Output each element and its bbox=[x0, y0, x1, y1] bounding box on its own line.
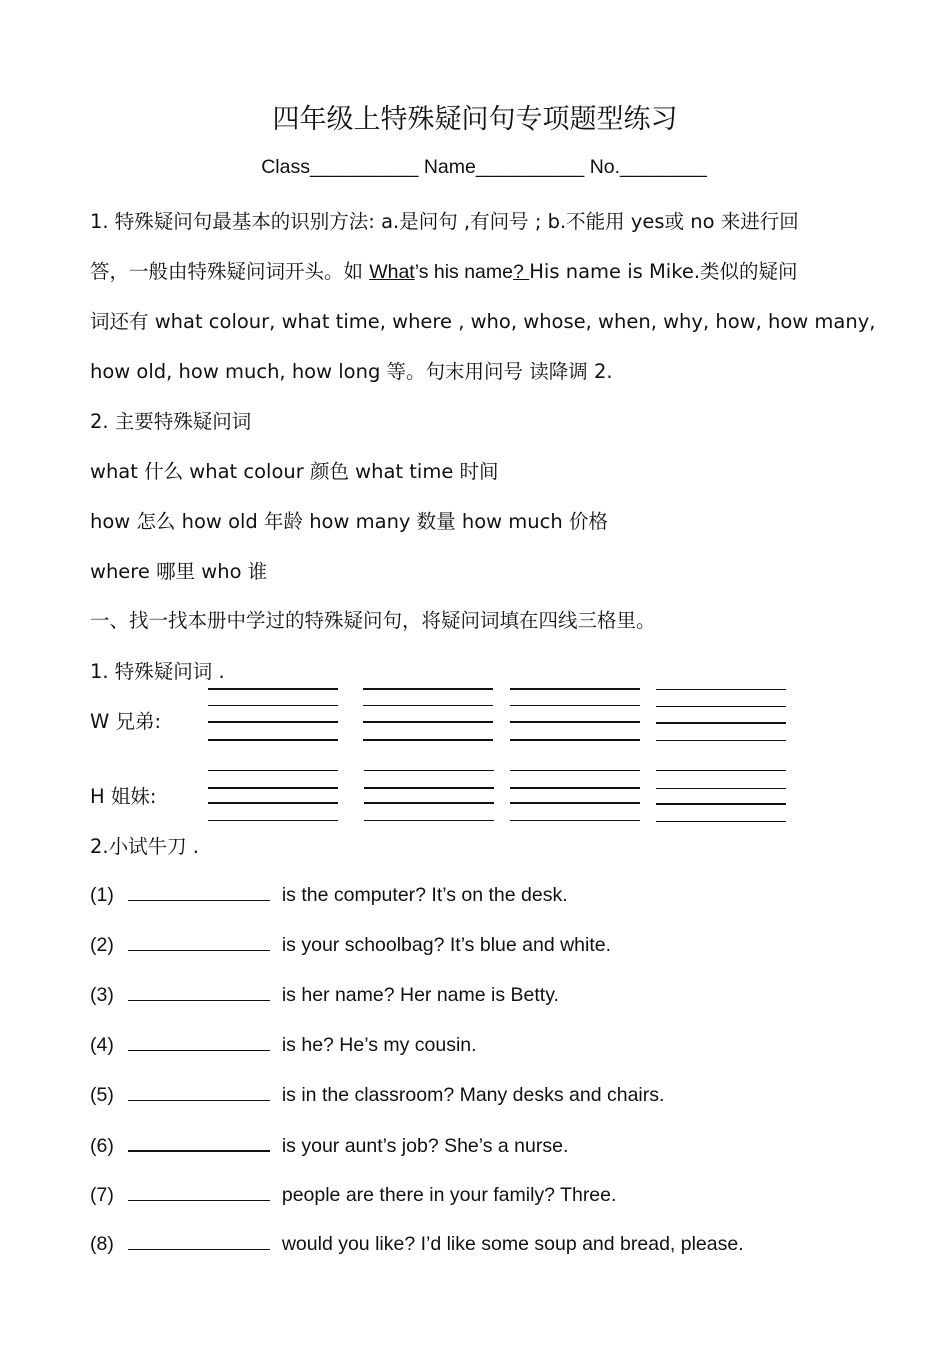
exercise-row bbox=[90, 1229, 744, 1256]
exercise-row bbox=[90, 1030, 477, 1057]
answer-blank-7[interactable] bbox=[128, 1180, 270, 1201]
answer-blank-1[interactable] bbox=[128, 880, 270, 901]
question-words-row-2: how 怎么 how old 年龄 how many 数量 how much 价格 bbox=[90, 510, 608, 533]
intro-line-4: how old, how much, how long 等。句末用问号 读降调 2. bbox=[90, 360, 613, 383]
exercise-text: people are there in your family? Three. bbox=[281, 1184, 617, 1206]
exercise-number: (1) bbox=[90, 884, 114, 906]
example-what: What bbox=[369, 261, 415, 283]
exercise-text: is her name? Her name is Betty. bbox=[281, 984, 559, 1006]
intro-line-3: 词还有 what colour, what time, where , who, whose, when, why, how, how many, bbox=[90, 310, 876, 333]
question-words-row-3: where 哪里 who 谁 bbox=[90, 560, 268, 583]
exercise-text: is the computer? It’s on the desk. bbox=[281, 884, 568, 906]
exercise-row bbox=[90, 1080, 664, 1107]
exercise-text: is your schoolbag? It’s blue and white. bbox=[281, 934, 612, 956]
question-words-row-1: what 什么 what colour 颜色 what time 时间 bbox=[90, 460, 499, 483]
answer-blank-4[interactable] bbox=[128, 1030, 270, 1051]
example-question-mark: ? bbox=[513, 261, 530, 283]
section-2-title: 2. 主要特殊疑问词 bbox=[90, 410, 252, 433]
exercise-text: is your aunt’s job? She’s a nurse. bbox=[281, 1135, 569, 1157]
page-title: 四年级上特殊疑问句专项题型练习 bbox=[272, 104, 678, 135]
exercise-number: (5) bbox=[90, 1084, 114, 1106]
answer-blank-5[interactable] bbox=[128, 1080, 270, 1101]
exercise-row bbox=[90, 1180, 616, 1207]
exercise-number: (3) bbox=[90, 984, 114, 1006]
exercise-number: (8) bbox=[90, 1233, 114, 1255]
exercise-text: is in the classroom? Many desks and chairs. bbox=[281, 1084, 665, 1106]
student-info-line: Class__________ Name__________ No.________ bbox=[261, 156, 707, 178]
intro-line-2-text: 答，一般由特殊疑问词开头。如 bbox=[90, 260, 370, 283]
exercise-number: (2) bbox=[90, 934, 114, 956]
example-answer: His name is Mike.类似的疑问 bbox=[529, 260, 798, 283]
part-1-subtitle: 1. 特殊疑问词 . bbox=[90, 660, 225, 683]
exercise-row bbox=[90, 880, 568, 907]
intro-line-1: 1. 特殊疑问句最基本的识别方法: a.是问句 ,有问号 ; b.不能用 yes或 no 来进行回 bbox=[90, 210, 799, 233]
answer-blank-2[interactable] bbox=[128, 930, 270, 951]
exercise-row bbox=[90, 1130, 568, 1158]
example-question: ’s his name bbox=[414, 261, 513, 283]
exercise-text: is he? He’s my cousin. bbox=[281, 1034, 477, 1056]
label-w: W 兄弟: bbox=[90, 710, 162, 733]
exercise-number: (7) bbox=[90, 1184, 114, 1206]
exercise-number: (4) bbox=[90, 1034, 114, 1056]
exercise-row bbox=[90, 930, 611, 957]
answer-blank-3[interactable] bbox=[128, 980, 270, 1001]
label-h: H 姐妹: bbox=[90, 785, 157, 808]
intro-line-2 bbox=[90, 256, 798, 284]
answer-blank-8[interactable] bbox=[128, 1229, 270, 1250]
answer-blank-6[interactable] bbox=[128, 1130, 270, 1152]
part-2-title: 2.小试牛刀 . bbox=[90, 835, 200, 858]
exercise-text: would you like? I’d like some soup and bread, please. bbox=[281, 1233, 744, 1255]
exercise-number: (6) bbox=[90, 1135, 114, 1157]
part-1-title: 一、找一找本册中学过的特殊疑问句，将疑问词填在四线三格里。 bbox=[90, 609, 656, 632]
exercise-row bbox=[90, 980, 559, 1007]
